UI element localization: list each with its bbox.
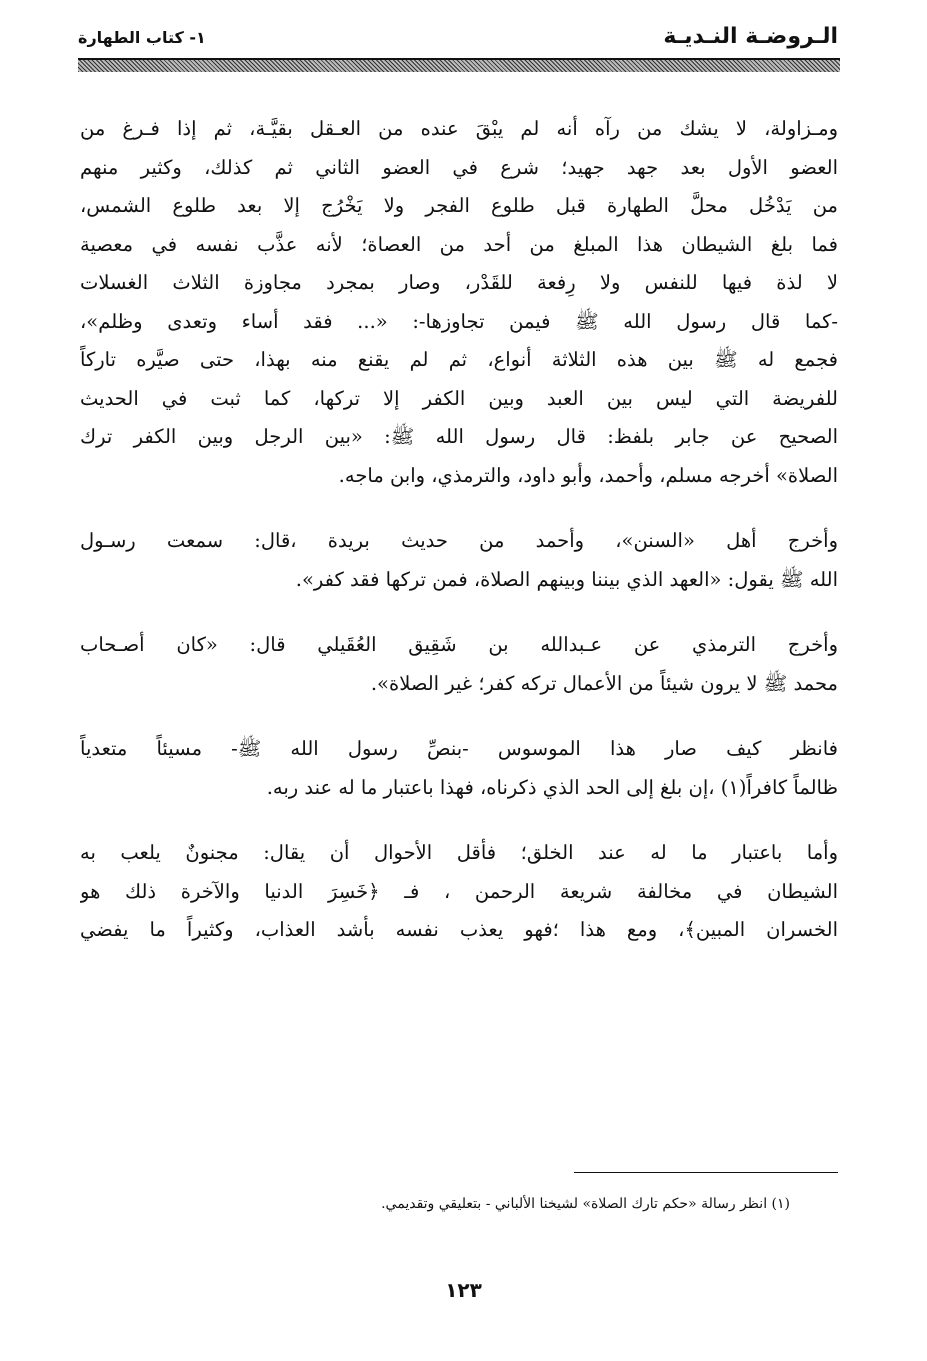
text-line: وأخرج الترمذي عن عـبدالله بن شَقِيق العُقَيلي قال: «كان أصـحاب <box>80 633 838 656</box>
text-line: الصلاة» أخرجه مسلم، وأحمد، وأبو داود، والترمذي، وابن ماجه. <box>338 463 838 487</box>
chapter-title: ١- كتاب الطهارة <box>78 28 206 47</box>
text-line: وأما باعتبار ما له عند الخلق؛ فأقل الأحوال أن يقال: مجنونٌ يلعب به <box>80 841 838 864</box>
text-line: وأخرج أهل «السنن»، وأحمد من حديث بريدة ،قال: سمعت رسـول <box>80 529 838 552</box>
paragraph-4 <box>80 730 838 807</box>
text-line: العضو الأول بعد جهد جهيد؛ شرع في العضو الثاني ثم كذلك، وكثير منهم <box>80 155 838 179</box>
paragraph-1 <box>80 110 838 495</box>
footnote: (١) انظر رسالة «حكم تارك الصلاة» لشيخنا الألباني - بتعليقي وتقديمي. <box>381 1196 790 1212</box>
text-line: فما بلغ الشيطان هذا المبلغ من أحد من العصاة؛ لأنه عذَّب نفسه في معصية <box>80 232 838 256</box>
text-line: -كما قال رسول الله ﷺ فيمن تجاوزها-: «... فقد أساء وتعدى وظلم»، <box>80 309 838 333</box>
paragraph-2 <box>80 522 838 599</box>
text-line: من يَدْخُل محلَّ الطهارة قبل طلوع الفجر ولا يَخْرُج إلا بعد طلوع الشمس، <box>80 194 838 217</box>
body-text <box>80 110 838 950</box>
text-line: فجمع له ﷺ بين هذه الثلاثة أنواع، ثم لم يقنع منه بهذا، حتى صيَّره تاركاً <box>80 348 838 371</box>
page-header <box>78 22 838 56</box>
text-line: الصحيح عن جابر بلفظ: قال رسول الله ﷺ: «بين الرجل وبين الكفر ترك <box>80 425 838 448</box>
book-title: الـروضـة النـديـة <box>663 24 838 49</box>
page-number: ١٢٣ <box>445 1278 482 1302</box>
text-line: فانظر كيف صار هذا الموسوس -بنصِّ رسول الله ﷺ- مسيئاً متعدياً <box>80 737 838 760</box>
text-line: الشيطان في مخالفة شريعة الرحمن ، فـ ﴿خَسِرَ الدنيا والآخرة ذلك هو <box>80 879 838 903</box>
text-line: للفريضة التي ليس بين العبد وبين الكفر إلا تركها، كما ثبت في الحديث <box>80 386 838 410</box>
text-line: محمد ﷺ لا يرون شيئاً من الأعمال تركه كفر؛ غير الصلاة». <box>370 671 838 695</box>
header-rule <box>78 58 840 72</box>
footnote-separator <box>574 1172 838 1173</box>
text-line: لا لذة فيها للنفس ولا رِفعة للقَدْر، وصار بمجرد مجاوزة الثلاث الغسلات <box>80 271 838 294</box>
text-line: الله ﷺ يقول: «العهد الذي بيننا وبينهم الصلاة، فمن تركها فقد كفر». <box>295 567 838 591</box>
paragraph-3 <box>80 626 838 703</box>
text-line: الخسران المبين﴾، ومع هذا ؛فهو يعذب نفسه بأشد العذاب، وكثيراً ما يفضي <box>80 918 838 941</box>
text-line: ومـزاولة، لا يشك من رآه أنه لم يبْقَ عنده من العـقل بقيَّـة، ثم إذا فـرغ من <box>80 117 838 140</box>
text-line: ظالماً كافراً(١) ،إن بلغ إلى الحد الذي ذكرناه، فهذا باعتبار ما له عند ربه. <box>266 775 838 799</box>
paragraph-5 <box>80 834 838 950</box>
